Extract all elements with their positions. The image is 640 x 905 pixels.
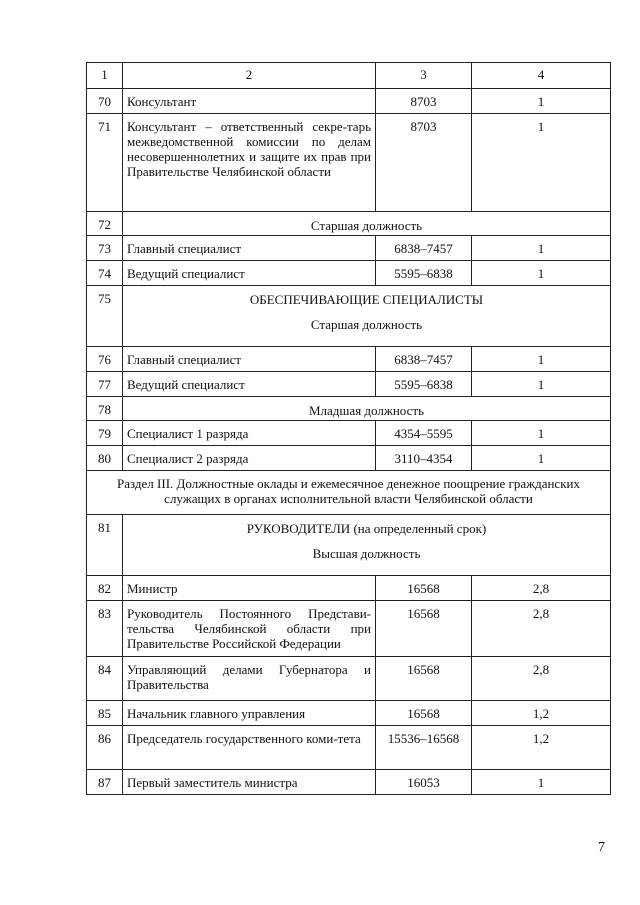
- category-row: [87, 515, 611, 576]
- header-cell: 2: [123, 63, 376, 89]
- table-row: [87, 89, 611, 114]
- row-number: 71: [87, 114, 123, 212]
- row-number: 79: [87, 421, 123, 446]
- salary-range: 5595–6838: [376, 261, 472, 286]
- category-title: ОБЕСПЕЧИВАЮЩИЕ СПЕЦИАЛИСТЫ: [249, 292, 484, 307]
- position-name: Управляющий делами Губернатора и Правительства: [123, 657, 376, 701]
- salary-range: 6838–7457: [376, 347, 472, 372]
- position-name: Консультант – ответственный секре-тарь межведомственной комиссии по делам несовершеннолетних и защите их прав при Правительстве Челябинской области: [123, 114, 376, 212]
- table-row: [87, 576, 611, 601]
- row-number: 77: [87, 372, 123, 397]
- bonus-coefficient: 1: [472, 89, 611, 114]
- row-number: 86: [87, 726, 123, 770]
- position-name: Главный специалист: [123, 236, 376, 261]
- table-row: [87, 446, 611, 471]
- bonus-coefficient: 1,2: [472, 701, 611, 726]
- row-number: 80: [87, 446, 123, 471]
- bonus-coefficient: 2,8: [472, 657, 611, 701]
- section-heading: Раздел III. Должностные оклады и ежемесячное денежное поощрение гражданских служащих в органах исполнительной власти Челябинской области: [87, 471, 611, 515]
- category-row: [87, 286, 611, 347]
- bonus-coefficient: 1: [472, 421, 611, 446]
- header-cell: 3: [376, 63, 472, 89]
- category-title: Младшая должность: [308, 403, 424, 418]
- salary-range: 16053: [376, 770, 472, 795]
- row-number: 84: [87, 657, 123, 701]
- row-number: 76: [87, 347, 123, 372]
- position-name: Специалист 1 разряда: [123, 421, 376, 446]
- table-row: [87, 601, 611, 657]
- table-row: [87, 701, 611, 726]
- row-number: 81: [87, 515, 123, 576]
- bonus-coefficient: 1: [472, 347, 611, 372]
- bonus-coefficient: 1: [472, 446, 611, 471]
- salary-range: 15536–16568: [376, 726, 472, 770]
- row-number: 74: [87, 261, 123, 286]
- page-number: 7: [598, 840, 605, 855]
- table-row: [87, 657, 611, 701]
- bonus-coefficient: 1,2: [472, 726, 611, 770]
- category-title: Старшая должность: [310, 218, 423, 233]
- category-heading: [123, 397, 611, 421]
- salary-range: 16568: [376, 601, 472, 657]
- category-heading: [123, 286, 611, 347]
- category-subtitle: Высшая должность: [312, 546, 421, 561]
- category-row: [87, 397, 611, 421]
- salary-range: 16568: [376, 576, 472, 601]
- salary-range: 4354–5595: [376, 421, 472, 446]
- position-name: Начальник главного управления: [123, 701, 376, 726]
- position-name: Консультант: [123, 89, 376, 114]
- position-name: Ведущий специалист: [123, 372, 376, 397]
- table-row: [87, 726, 611, 770]
- table-row: [87, 421, 611, 446]
- position-name: Председатель государственного коми-тета: [123, 726, 376, 770]
- table-row: [87, 236, 611, 261]
- category-heading: [123, 515, 611, 576]
- section-heading-row: [87, 471, 611, 515]
- row-number: 87: [87, 770, 123, 795]
- bonus-coefficient: 1: [472, 114, 611, 212]
- category-title: РУКОВОДИТЕЛИ (на определенный срок): [246, 521, 487, 536]
- bonus-coefficient: 2,8: [472, 601, 611, 657]
- salary-table: [86, 62, 611, 795]
- table-row: [87, 114, 611, 212]
- table-row: [87, 261, 611, 286]
- row-number: 72: [87, 212, 123, 236]
- table-row: [87, 347, 611, 372]
- category-row: [87, 212, 611, 236]
- position-name: Первый заместитель министра: [123, 770, 376, 795]
- bonus-coefficient: 1: [472, 770, 611, 795]
- salary-range: 5595–6838: [376, 372, 472, 397]
- bonus-coefficient: 1: [472, 236, 611, 261]
- row-number: 75: [87, 286, 123, 347]
- category-subtitle: Старшая должность: [310, 317, 423, 332]
- header-cell: 4: [472, 63, 611, 89]
- salary-range: 16568: [376, 701, 472, 726]
- row-number: 70: [87, 89, 123, 114]
- row-number: 78: [87, 397, 123, 421]
- row-number: 83: [87, 601, 123, 657]
- category-heading: [123, 212, 611, 236]
- position-name: Главный специалист: [123, 347, 376, 372]
- row-number: 73: [87, 236, 123, 261]
- table-row: [87, 770, 611, 795]
- salary-range: 6838–7457: [376, 236, 472, 261]
- row-number: 82: [87, 576, 123, 601]
- table-row: [87, 372, 611, 397]
- position-name: Министр: [123, 576, 376, 601]
- salary-range: 8703: [376, 89, 472, 114]
- header-cell: 1: [87, 63, 123, 89]
- bonus-coefficient: 1: [472, 261, 611, 286]
- table-header-row: [87, 63, 611, 89]
- salary-range: 16568: [376, 657, 472, 701]
- bonus-coefficient: 2,8: [472, 576, 611, 601]
- row-number: 85: [87, 701, 123, 726]
- salary-range: 8703: [376, 114, 472, 212]
- position-name: Ведущий специалист: [123, 261, 376, 286]
- bonus-coefficient: 1: [472, 372, 611, 397]
- position-name: Специалист 2 разряда: [123, 446, 376, 471]
- position-name: Руководитель Постоянного Представи-тельства Челябинской области при Правительстве Российской Федерации: [123, 601, 376, 657]
- salary-range: 3110–4354: [376, 446, 472, 471]
